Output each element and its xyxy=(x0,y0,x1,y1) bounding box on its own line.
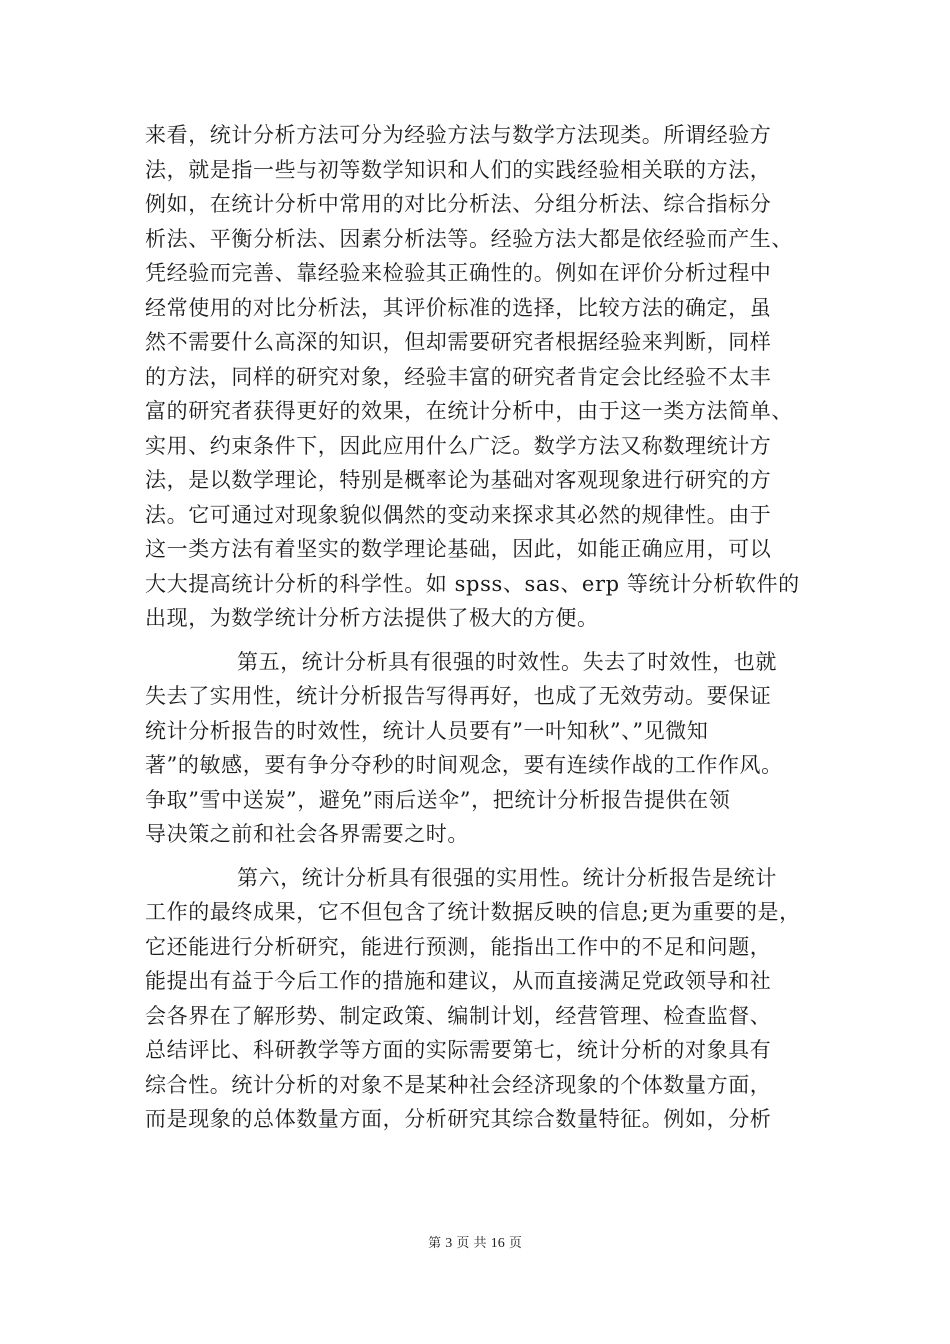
footer-prefix: 第 xyxy=(428,1236,442,1251)
text-line: 大大提高统计分析的科学性。如 spss、sas、erp 等统计分析软件的 xyxy=(145,571,800,596)
text-line: 总结评比、科研教学等方面的实际需要第七，统计分析的对象具有 xyxy=(145,1038,772,1062)
text-line: 出现，为数学统计分析方法提供了极大的方便。 xyxy=(145,606,599,630)
text-line: 工作的最终成果，它不但包含了统计数据反映的信息;更为重要的是， xyxy=(145,900,801,924)
text-line: 法，就是指一些与初等数学知识和人们的实践经验相关联的方法， xyxy=(145,157,772,182)
paragraph-gap xyxy=(145,636,810,645)
paragraph-gap xyxy=(145,852,810,861)
text-line: 综合性。统计分析的对象不是某种社会经济现象的个体数量方面， xyxy=(145,1072,772,1097)
text-line: 然不需要什么高深的知识，但却需要研究者根据经验来判断，同样 xyxy=(145,330,772,354)
footer-middle: 页 共 xyxy=(456,1236,487,1251)
paragraph-practicality xyxy=(145,861,810,1137)
body-text xyxy=(145,118,810,1137)
text-line: 争取”雪中送炭”，避免”雨后送伞”，把统计分析报告提供在领 xyxy=(145,787,731,812)
paragraph-statistical-methods xyxy=(145,118,810,636)
text-line: 导决策之前和社会各界需要之时。 xyxy=(145,822,469,846)
footer-suffix: 页 xyxy=(508,1236,522,1251)
text-line: 能提出有益于今后工作的措施和建议，从而直接满足党政领导和社 xyxy=(145,969,772,993)
text-line: 第六，统计分析具有很强的实用性。统计分析报告是统计 xyxy=(237,865,777,890)
text-line: 例如，在统计分析中常用的对比分析法、分组分析法、综合指标分 xyxy=(145,192,772,216)
text-line: 经常使用的对比分析法，其评价标准的选择，比较方法的确定，虽 xyxy=(145,295,772,320)
text-line: 实用、约束条件下，因此应用什么广泛。数学方法又称数理统计方 xyxy=(145,433,772,458)
text-line: 凭经验而完善、靠经验来检验其正确性的。例如在评价分析过程中 xyxy=(145,261,772,285)
paragraph-timeliness xyxy=(145,645,810,852)
text-line: 法，是以数学理论，特别是概率论为基础对客观现象进行研究的方 xyxy=(145,468,772,492)
text-line: 失去了实用性，统计分析报告写得再好，也成了无效劳动。要保证 xyxy=(145,684,772,708)
text-line: 析法、平衡分析法、因素分析法等。经验方法大都是依经验而产生、 xyxy=(145,226,793,251)
current-page-number: 3 xyxy=(445,1236,453,1251)
text-line: 来看，统计分析方法可分为经验方法与数学方法现类。所谓经验方 xyxy=(145,123,772,147)
text-line: 统计分析报告的时效性，统计人员要有”一叶知秋”、”见微知 xyxy=(145,718,709,743)
text-line: 的方法，同样的研究对象，经验丰富的研究者肯定会比经验不太丰 xyxy=(145,364,772,389)
total-page-count: 16 xyxy=(490,1236,505,1251)
text-line: 这一类方法有着坚实的数学理论基础，因此，如能正确应用，可以 xyxy=(145,537,772,561)
text-line: 著”的敏感，要有争分夺秒的时间观念，要有连续作战的工作作风。 xyxy=(145,753,783,777)
page-footer xyxy=(0,1232,950,1252)
text-line: 富的研究者获得更好的效果，在统计分析中，由于这一类方法简单、 xyxy=(145,399,793,423)
text-line: 法。它可通过对现象貌似偶然的变动来探求其必然的规律性。由于 xyxy=(145,502,772,527)
text-line: 它还能进行分析研究，能进行预测，能指出工作中的不足和问题， xyxy=(145,934,772,959)
text-line: 而是现象的总体数量方面，分析研究其综合数量特征。例如，分析 xyxy=(145,1107,772,1131)
text-line: 会各界在了解形势、制定政策、编制计划，经营管理、检查监督、 xyxy=(145,1003,772,1028)
text-line: 第五，统计分析具有很强的时效性。失去了时效性，也就 xyxy=(237,649,777,674)
